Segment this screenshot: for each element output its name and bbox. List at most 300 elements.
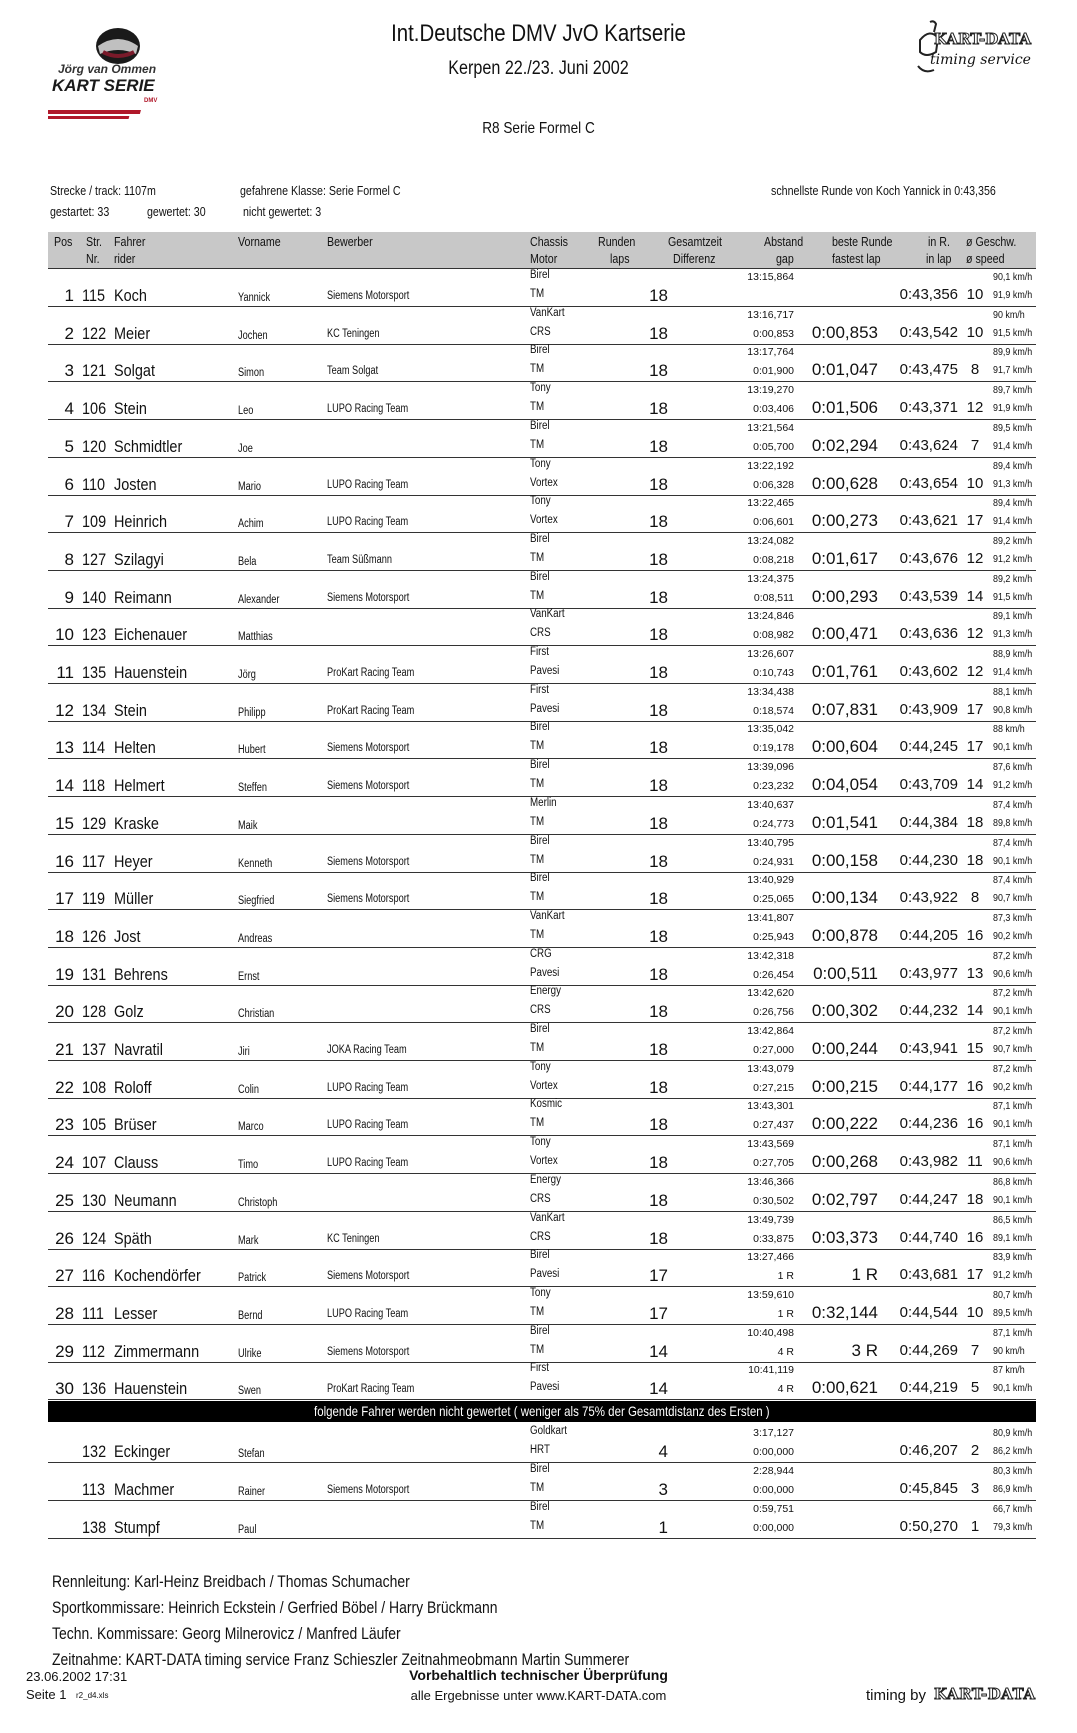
col-laps-2: laps [610, 251, 630, 266]
table-row [48, 343, 1036, 382]
col-total-1: Gesamtzeit [668, 234, 722, 249]
cell-inr: 16 [966, 1077, 984, 1095]
footer-page: Seite 1 [26, 1687, 67, 1702]
cell-total: 10:40,498 [747, 1326, 794, 1339]
table-row [48, 984, 1036, 1023]
cell-pos: 25 [55, 1190, 74, 1210]
cell-inr: 14 [966, 1002, 984, 1020]
table-row [48, 1286, 1036, 1325]
table-row [48, 1424, 1036, 1463]
cell-nr: 108 [82, 1077, 107, 1097]
cell-sp2: 91,3 km/h [993, 477, 1033, 490]
cell-nr: 136 [82, 1379, 107, 1399]
cell-diff: 1 R [777, 1270, 794, 1283]
cell-diff: 0:06,601 [753, 516, 794, 529]
table-row [48, 1248, 1036, 1287]
cell-total: 13:35,042 [747, 723, 794, 736]
cell-inr: 1 [970, 1518, 980, 1535]
cell-chassis: Energy [530, 985, 561, 998]
cell-nr: 105 [82, 1115, 107, 1135]
cell-motor: TM [530, 438, 545, 451]
cell-laps: 18 [649, 361, 668, 381]
cell-motor: Vortex [530, 514, 558, 527]
cell-inr: 12 [966, 399, 984, 417]
cell-fast: 0:43,709 [899, 776, 958, 794]
cell-laps: 18 [649, 286, 668, 305]
cell-diff: 0:25,943 [753, 930, 794, 943]
cell-nr: 137 [82, 1040, 107, 1059]
cell-sp2: 90,6 km/h [993, 967, 1033, 980]
table-row [48, 1500, 1036, 1539]
cell-gap: 0:02,294 [811, 435, 878, 455]
footer-note-check: Vorbehaltlich technischer Überprüfung [409, 1667, 668, 1683]
cell-name: Reimann [114, 587, 172, 607]
cell-total: 13:43,569 [747, 1138, 794, 1151]
cell-sp2: 91,5 km/h [993, 590, 1033, 603]
cell-sp1: 88 km/h [993, 723, 1025, 736]
cell-sp1: 90,1 km/h [993, 271, 1033, 283]
cell-fast: 0:43,909 [899, 700, 958, 718]
cell-first: Ernst [238, 970, 260, 983]
cell-diff: 0:24,773 [753, 817, 794, 830]
table-row [48, 720, 1036, 759]
col-chassis: Chassis [530, 234, 568, 249]
footer-date: 23.06.2002 17:31 [26, 1669, 128, 1684]
table-row [48, 607, 1036, 646]
cell-laps: 18 [649, 512, 668, 532]
cell-total: 13:27,466 [747, 1251, 794, 1264]
started-info: gestartet: 33 [50, 204, 110, 219]
cell-laps: 18 [649, 964, 668, 984]
cell-first: Stefan [238, 1448, 265, 1460]
cell-team: Siemens Motorsport [327, 1270, 410, 1283]
col-pos: Pos [54, 234, 73, 249]
cell-nr: 138 [82, 1518, 107, 1537]
cell-inr: 12 [966, 549, 984, 567]
cell-gap: 0:00,134 [811, 888, 878, 908]
cell-nr: 121 [82, 361, 107, 381]
cell-first: Philipp [238, 706, 266, 719]
cell-sp2: 90,1 km/h [993, 854, 1033, 867]
cell-gap: 0:00,604 [811, 737, 878, 757]
cell-first: Ulrike [238, 1347, 262, 1360]
cell-chassis: Goldkart [530, 1425, 567, 1437]
cell-gap: 0:00,628 [811, 473, 878, 493]
cell-pos: 15 [55, 813, 74, 833]
cell-diff: 0:08,982 [753, 629, 794, 642]
footer-timing-by: timing by [866, 1687, 927, 1704]
cell-chassis: Birel [530, 1501, 550, 1513]
cell-motor: Pavesi [530, 966, 560, 979]
cell-chassis: First [530, 1362, 550, 1375]
cell-nr: 110 [82, 474, 106, 494]
cell-total: 3:17,127 [753, 1427, 794, 1439]
cell-gap: 0:00,273 [811, 511, 878, 531]
cell-pos: 3 [64, 361, 74, 381]
cell-total: 13:39,096 [747, 761, 794, 774]
cell-inr: 17 [966, 512, 984, 530]
table-row [48, 1060, 1036, 1099]
cell-diff: 0:00,853 [753, 327, 794, 340]
results-table-header [48, 232, 1036, 269]
cell-inr: 16 [966, 1115, 984, 1133]
cell-inr: 13 [966, 964, 984, 982]
cell-fast: 0:44,245 [899, 738, 958, 756]
cell-laps: 18 [649, 1153, 668, 1173]
cell-first: Patrick [238, 1272, 267, 1285]
cell-total: 13:40,795 [747, 836, 794, 849]
cell-diff: 0:08,511 [753, 591, 794, 604]
logo-right-line2: timing service [930, 52, 1031, 68]
cell-first: Jiri [238, 1046, 250, 1058]
cell-chassis: Birel [530, 269, 550, 281]
table-row [48, 1173, 1036, 1212]
col-speed-1: ø Geschw. [966, 234, 1017, 249]
cell-motor: TM [530, 1482, 545, 1494]
not-counted-info: nicht gewertet: 3 [243, 204, 322, 219]
cell-laps: 18 [649, 1040, 668, 1059]
cell-sp2: 91,3 km/h [993, 628, 1033, 641]
class-info: gefahrene Klasse: Serie Formel C [240, 183, 401, 198]
cell-fast: 0:44,544 [899, 1303, 958, 1321]
cell-chassis: Birel [530, 1463, 550, 1475]
cell-sp1: 87,2 km/h [993, 949, 1033, 962]
cell-sp2: 90,2 km/h [993, 929, 1033, 942]
cell-fast: 0:43,475 [899, 361, 958, 379]
cell-pos: 28 [55, 1303, 74, 1323]
nonclassified-banner [48, 1401, 1036, 1422]
cell-inr: 16 [966, 1228, 984, 1246]
cell-nr: 124 [82, 1228, 107, 1248]
cell-first: Simon [238, 367, 265, 380]
cell-total: 13:19,270 [747, 384, 794, 397]
cell-pos: 8 [64, 549, 74, 569]
cell-pos: 9 [64, 587, 74, 607]
cell-gap: 0:00,293 [811, 586, 878, 606]
cell-gap: 0:00,621 [811, 1378, 878, 1398]
col-laps-1: Runden [598, 234, 636, 249]
cell-fast: 0:43,602 [899, 663, 958, 680]
cell-laps: 18 [649, 587, 668, 607]
cell-chassis: Kosmic [530, 1098, 563, 1111]
cell-laps: 18 [649, 1228, 668, 1248]
cell-team: LUPO Racing Team [327, 1081, 409, 1094]
cell-nr: 128 [82, 1002, 107, 1022]
cell-team: Siemens Motorsport [327, 855, 410, 868]
cell-gap: 0:01,047 [811, 360, 878, 380]
cell-pos: 13 [55, 738, 74, 758]
cell-name: Kraske [114, 813, 159, 833]
cell-nr: 107 [82, 1153, 107, 1173]
cell-laps: 18 [649, 323, 668, 343]
cell-first: Bernd [238, 1309, 263, 1322]
cell-laps: 18 [649, 1115, 668, 1135]
cell-laps: 18 [649, 926, 668, 946]
cell-motor: Pavesi [530, 665, 560, 677]
cell-total: 13:17,764 [747, 346, 794, 359]
cell-sp1: 89,1 km/h [993, 610, 1033, 623]
cell-laps: 18 [649, 1002, 668, 1022]
cell-first: Christian [238, 1008, 275, 1021]
cell-motor: CRS [530, 1230, 551, 1243]
cell-gap: 0:04,054 [811, 775, 878, 795]
footer-note-url: alle Ergebnisse unter www.KART-DATA.com [410, 1688, 667, 1703]
table-row [48, 457, 1036, 496]
cell-sp1: 80,3 km/h [993, 1465, 1033, 1477]
cell-first: Paul [238, 1524, 257, 1536]
cell-laps: 18 [649, 663, 668, 682]
logo-left-line1: Jörg van Ommen [58, 62, 157, 76]
cell-name: Späth [114, 1228, 152, 1248]
stewards: Sportkommissare: Heinrich Eckstein / Gerfried Böbel / Harry Brückmann [52, 1598, 498, 1617]
cell-total: 13:59,610 [747, 1288, 794, 1301]
cell-diff: 0:25,065 [753, 893, 794, 906]
cell-total: 13:22,192 [747, 459, 794, 472]
cell-chassis: Birel [530, 834, 550, 847]
cell-name: Schmidtler [114, 436, 183, 456]
cell-sp1: 89,9 km/h [993, 346, 1033, 359]
cell-gap: 0:00,511 [813, 963, 878, 983]
cell-pos: 5 [64, 436, 74, 456]
cell-inr: 2 [970, 1442, 980, 1459]
cell-chassis: Birel [530, 1324, 550, 1337]
cell-nr: 109 [82, 512, 107, 532]
cell-diff: 4 R [777, 1345, 794, 1358]
cell-first: Kenneth [238, 857, 273, 870]
cell-name: Behrens [114, 964, 168, 984]
cell-inr: 18 [966, 851, 984, 869]
cell-first: Rainer [238, 1486, 266, 1498]
cell-fast: 0:44,236 [899, 1115, 958, 1133]
cell-pos: 1 [64, 286, 74, 305]
cell-total: 13:24,846 [747, 610, 794, 623]
cell-sp2: 91,2 km/h [993, 779, 1033, 792]
cell-team: LUPO Racing Team [327, 403, 409, 416]
cell-team: LUPO Racing Team [327, 1157, 409, 1170]
cell-fast: 0:44,232 [899, 1002, 958, 1020]
cell-total: 13:46,366 [747, 1175, 794, 1188]
cell-sp2: 90,6 km/h [993, 1156, 1033, 1169]
cell-sp2: 91,2 km/h [993, 552, 1033, 565]
cell-first: Yannick [238, 292, 271, 304]
cell-first: Jörg [238, 669, 256, 681]
cell-name: Stein [114, 399, 147, 419]
cell-diff: 0:06,328 [753, 478, 794, 491]
cell-name: Stein [114, 700, 147, 720]
cell-first: Andreas [238, 932, 273, 945]
cell-name: Heyer [114, 851, 153, 871]
cell-nr: 122 [82, 323, 107, 343]
cell-gap: 0:00,158 [811, 850, 878, 870]
cell-first: Joe [238, 442, 253, 455]
table-row [48, 834, 1036, 873]
cell-fast: 0:43,621 [899, 512, 958, 530]
cell-laps: 14 [649, 1341, 668, 1361]
cell-first: Mark [238, 1234, 259, 1247]
cell-motor: TM [530, 401, 545, 414]
cell-chassis: Birel [530, 721, 550, 734]
cell-total: 13:21,564 [747, 421, 794, 434]
cell-chassis: Birel [530, 419, 550, 432]
cell-nr: 116 [82, 1266, 106, 1286]
cell-total: 13:15,864 [747, 271, 794, 283]
cell-motor: TM [530, 1520, 545, 1532]
track-info: Strecke / track: 1107m [50, 183, 156, 198]
cell-motor: TM [530, 928, 545, 941]
cell-first: Alexander [238, 593, 280, 606]
cell-pos: 27 [55, 1266, 74, 1286]
cell-sp1: 87,4 km/h [993, 836, 1033, 849]
col-name-1: Fahrer [114, 234, 146, 249]
cell-laps: 18 [649, 1190, 668, 1210]
cell-inr: 12 [966, 663, 984, 680]
cell-name: Helmert [114, 776, 165, 796]
table-row [48, 532, 1036, 571]
cell-sp2: 86,9 km/h [993, 1483, 1033, 1495]
cell-fast: 0:44,177 [899, 1077, 958, 1095]
cell-fast: 0:44,247 [899, 1190, 958, 1208]
col-inr-2: in lap [926, 251, 952, 266]
cell-fast: 0:46,207 [899, 1442, 958, 1459]
cell-name: Heinrich [114, 512, 168, 532]
cell-pos: 26 [55, 1228, 74, 1248]
cell-motor: Vortex [530, 1155, 558, 1168]
cell-sp1: 87,2 km/h [993, 987, 1033, 1000]
cell-chassis: Merlin [530, 796, 557, 809]
cell-fast: 0:43,624 [899, 436, 958, 454]
cell-first: Jochen [238, 329, 268, 342]
cell-pos: 24 [55, 1153, 74, 1173]
cell-motor: HRT [530, 1444, 550, 1456]
cell-total: 13:26,607 [747, 648, 794, 660]
cell-diff: 0:27,437 [753, 1119, 794, 1132]
table-row [48, 1097, 1036, 1136]
cell-sp2: 90,2 km/h [993, 1080, 1033, 1093]
cell-team: ProKart Racing Team [327, 1383, 415, 1396]
cell-total: 13:40,929 [747, 874, 794, 887]
col-total-2: Differenz [673, 251, 716, 266]
cell-name: Neumann [114, 1190, 177, 1210]
cell-sp1: 87,3 km/h [993, 911, 1033, 924]
cell-sp1: 89,2 km/h [993, 572, 1033, 585]
cell-gap: 0:01,617 [811, 548, 878, 568]
cell-gap: 0:00,244 [811, 1039, 878, 1058]
cell-laps: 18 [649, 1077, 668, 1097]
cell-gap: 0:00,222 [811, 1114, 878, 1134]
cell-name: Meier [114, 323, 151, 343]
cell-motor: TM [530, 740, 545, 753]
cell-motor: TM [530, 288, 545, 300]
cell-diff: 0:18,574 [753, 704, 794, 717]
table-row [48, 306, 1036, 345]
cell-diff: 1 R [777, 1307, 794, 1320]
cell-sp1: 90 km/h [993, 308, 1025, 321]
col-first: Vorname [238, 234, 281, 249]
cell-motor: TM [530, 363, 545, 376]
cell-motor: TM [530, 551, 545, 564]
table-row [48, 419, 1036, 458]
cell-motor: TM [530, 1042, 545, 1054]
cell-sp1: 89,5 km/h [993, 421, 1033, 434]
cell-diff: 0:26,756 [753, 1006, 794, 1019]
cell-total: 13:43,301 [747, 1100, 794, 1113]
cell-nr: 106 [82, 399, 107, 419]
cell-inr: 10 [966, 286, 984, 303]
cell-laps: 18 [649, 436, 668, 456]
cell-fast: 0:44,384 [899, 813, 958, 831]
cell-diff: 0:00,000 [753, 1522, 794, 1534]
cell-laps: 18 [649, 399, 668, 419]
cell-name: Navratil [114, 1040, 163, 1059]
cell-gap: 0:00,878 [811, 925, 878, 945]
cell-name: Machmer [114, 1480, 175, 1499]
cell-nr: 126 [82, 926, 107, 946]
cell-chassis: Energy [530, 1173, 561, 1186]
table-row [48, 1462, 1036, 1501]
cell-inr: 17 [966, 1266, 984, 1284]
cell-total: 10:41,119 [748, 1364, 794, 1377]
cell-name: Müller [114, 889, 154, 909]
cell-fast: 0:43,982 [899, 1153, 958, 1171]
cell-total: 13:41,807 [747, 911, 794, 924]
cell-gap: 0:00,302 [811, 1001, 878, 1021]
cell-fast: 0:43,539 [899, 587, 958, 605]
cell-pos: 16 [55, 851, 74, 871]
cell-gap: 0:01,761 [811, 662, 878, 681]
cell-motor: Pavesi [530, 702, 560, 715]
col-name-2: rider [114, 251, 136, 266]
cell-sp1: 80,9 km/h [993, 1427, 1033, 1439]
logo-left-line3: DMV [144, 98, 158, 104]
cell-sp1: 88,1 km/h [993, 685, 1033, 698]
cell-name: Eckinger [114, 1442, 171, 1461]
cell-sp2: 89,1 km/h [993, 1231, 1033, 1244]
cell-pos: 7 [64, 512, 74, 532]
cell-pos: 30 [55, 1379, 74, 1399]
cell-fast: 0:43,654 [899, 474, 958, 492]
cell-sp1: 80,7 km/h [993, 1288, 1033, 1301]
cell-name: Kochendörfer [114, 1266, 201, 1286]
cell-sp2: 90,1 km/h [993, 1193, 1033, 1206]
cell-inr: 3 [970, 1480, 980, 1497]
cell-fast: 0:43,676 [899, 549, 958, 567]
cell-inr: 15 [966, 1040, 984, 1057]
cell-first: Colin [238, 1083, 259, 1096]
cell-total: 13:22,465 [747, 497, 794, 510]
cell-laps: 18 [649, 474, 668, 494]
cell-chassis: Tony [530, 457, 551, 470]
cell-sp2: 91,9 km/h [993, 289, 1033, 301]
cell-inr: 10 [966, 474, 984, 492]
cell-gap: 0:03,373 [811, 1227, 878, 1247]
cell-chassis: First [530, 683, 550, 696]
cell-sp1: 87,6 km/h [993, 761, 1033, 774]
cell-name: Hauenstein [114, 663, 188, 682]
cell-sp1: 86,5 km/h [993, 1213, 1033, 1226]
cell-chassis: Birel [530, 1023, 550, 1035]
cell-first: Matthias [238, 631, 273, 644]
nonclassified-label: folgende Fahrer werden nicht gewertet ( weniger als 75% der Gesamtdistanz des Ersten ) [314, 1403, 770, 1419]
cell-nr: 132 [82, 1442, 107, 1461]
cell-nr: 114 [82, 738, 106, 758]
cell-motor: TM [530, 891, 545, 904]
cell-fast: 0:44,205 [899, 926, 958, 944]
cell-laps: 18 [649, 738, 668, 758]
cell-nr: 129 [82, 813, 107, 833]
cell-motor: TM [530, 589, 545, 602]
cell-team: LUPO Racing Team [327, 1307, 409, 1320]
cell-inr: 14 [966, 776, 984, 794]
